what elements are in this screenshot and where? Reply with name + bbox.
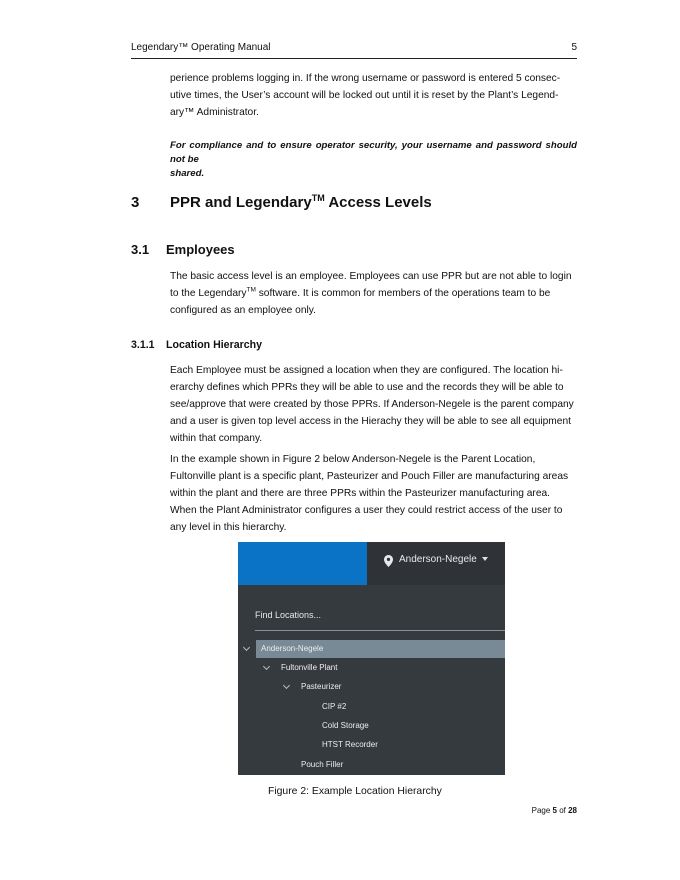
paragraph-line: see/approve that were created by those PPRs. If Anderson-Negele is the parent company <box>170 399 574 410</box>
paragraph-line: When the Plant Administrator configures a user they could restrict access of the user to <box>170 505 563 516</box>
tree-item-htst-recorder[interactable]: HTST Recorder <box>322 740 378 749</box>
text-part: to the Legendary <box>170 288 247 299</box>
paragraph-line <box>170 285 577 302</box>
compliance-line: shared. <box>170 168 205 179</box>
paragraph-line: In the example shown in Figure 2 below Anderson-Negele is the Parent Location, <box>170 454 536 465</box>
footer-current-page: 5 <box>552 806 557 815</box>
brand-bar <box>238 542 367 585</box>
paragraph-line: within that company. <box>170 433 263 444</box>
paragraph-line: erarchy defines which PPRs they will be able to use and the records they will be able to <box>170 382 564 393</box>
chevron-down-icon[interactable] <box>263 663 270 670</box>
intro-line: perience problems logging in. If the wrong username or password is entered 5 consec- <box>170 73 561 84</box>
tree-item-pouch-filler[interactable]: Pouch Filler <box>301 760 344 769</box>
footer-middle: of <box>556 806 569 815</box>
tree-item-cold-storage[interactable]: Cold Storage <box>322 721 369 730</box>
trademark: TM <box>246 286 256 294</box>
employees-paragraph <box>170 268 577 319</box>
chevron-down-icon[interactable] <box>283 682 290 689</box>
location-pin-icon <box>384 555 393 567</box>
section-number: 3 <box>131 194 140 211</box>
intro-line: utive times, the User’s account will be locked out until it is reset by the Plant’s Legend- <box>170 90 559 101</box>
location-selector[interactable]: Anderson-Negele <box>399 554 477 565</box>
search-underline <box>255 630 505 631</box>
compliance-line: For compliance and to ensure operator security, your username and password should not be <box>170 140 577 165</box>
section-number: 3.1.1 <box>131 339 155 351</box>
section-3-heading <box>131 193 432 211</box>
paragraph-line: The basic access level is an employee. Employees can use PPR but are not able to login <box>170 271 572 282</box>
caret-down-icon[interactable] <box>482 557 488 561</box>
paragraph-line: and a user is given top level access in the Hierachy they will be able to see all equipment <box>170 416 571 427</box>
manual-title: Legendary™ Operating Manual <box>131 42 271 53</box>
paragraph-line: Each Employee must be assigned a location when they are configured. The location hi- <box>170 365 563 376</box>
text-part: software. It is common for members of the operations team to be <box>255 288 551 299</box>
location-hierarchy-figure <box>238 542 505 775</box>
figure-caption: Figure 2: Example Location Hierarchy <box>268 786 442 797</box>
tree-item-pasteurizer[interactable]: Pasteurizer <box>301 682 342 691</box>
paragraph-line: within the plant and there are three PPRs within the Pasteurizer manufacturing area. <box>170 488 550 499</box>
paragraph-line: any level in this hierarchy. <box>170 522 287 533</box>
section-title: Employees <box>166 242 235 257</box>
section-title-a: PPR and Legendary <box>170 194 312 211</box>
paragraph-line: Fultonville plant is a specific plant, Pasteurizer and Pouch Filler are manufacturing areas <box>170 471 569 482</box>
page-footer <box>500 806 577 815</box>
section-title-b: Access Levels <box>324 194 432 211</box>
footer-prefix: Page <box>531 806 553 815</box>
paragraph-line: configured as an employee only. <box>170 305 316 316</box>
find-locations-input[interactable]: Find Locations... <box>255 610 322 620</box>
section-3-1-1-heading <box>131 339 262 351</box>
tree-item-anderson-negele[interactable]: Anderson-Negele <box>261 644 324 653</box>
footer-total-pages: 28 <box>568 806 577 815</box>
hierarchy-paragraph-1 <box>170 362 577 447</box>
intro-paragraph <box>170 70 577 121</box>
header-page-number: 5 <box>571 42 577 53</box>
section-title: Location Hierarchy <box>166 339 262 351</box>
header-rule <box>131 58 577 59</box>
chevron-down-icon[interactable] <box>243 644 250 651</box>
tree-item-cip-2[interactable]: CIP #2 <box>322 702 347 711</box>
compliance-note <box>170 139 577 181</box>
section-3-1-heading <box>131 242 235 257</box>
hierarchy-paragraph-2 <box>170 451 577 536</box>
intro-line: ary™ Administrator. <box>170 107 259 118</box>
section-number: 3.1 <box>131 242 150 257</box>
trademark: TM <box>311 193 325 203</box>
tree-item-fultonville-plant[interactable]: Fultonville Plant <box>281 663 338 672</box>
